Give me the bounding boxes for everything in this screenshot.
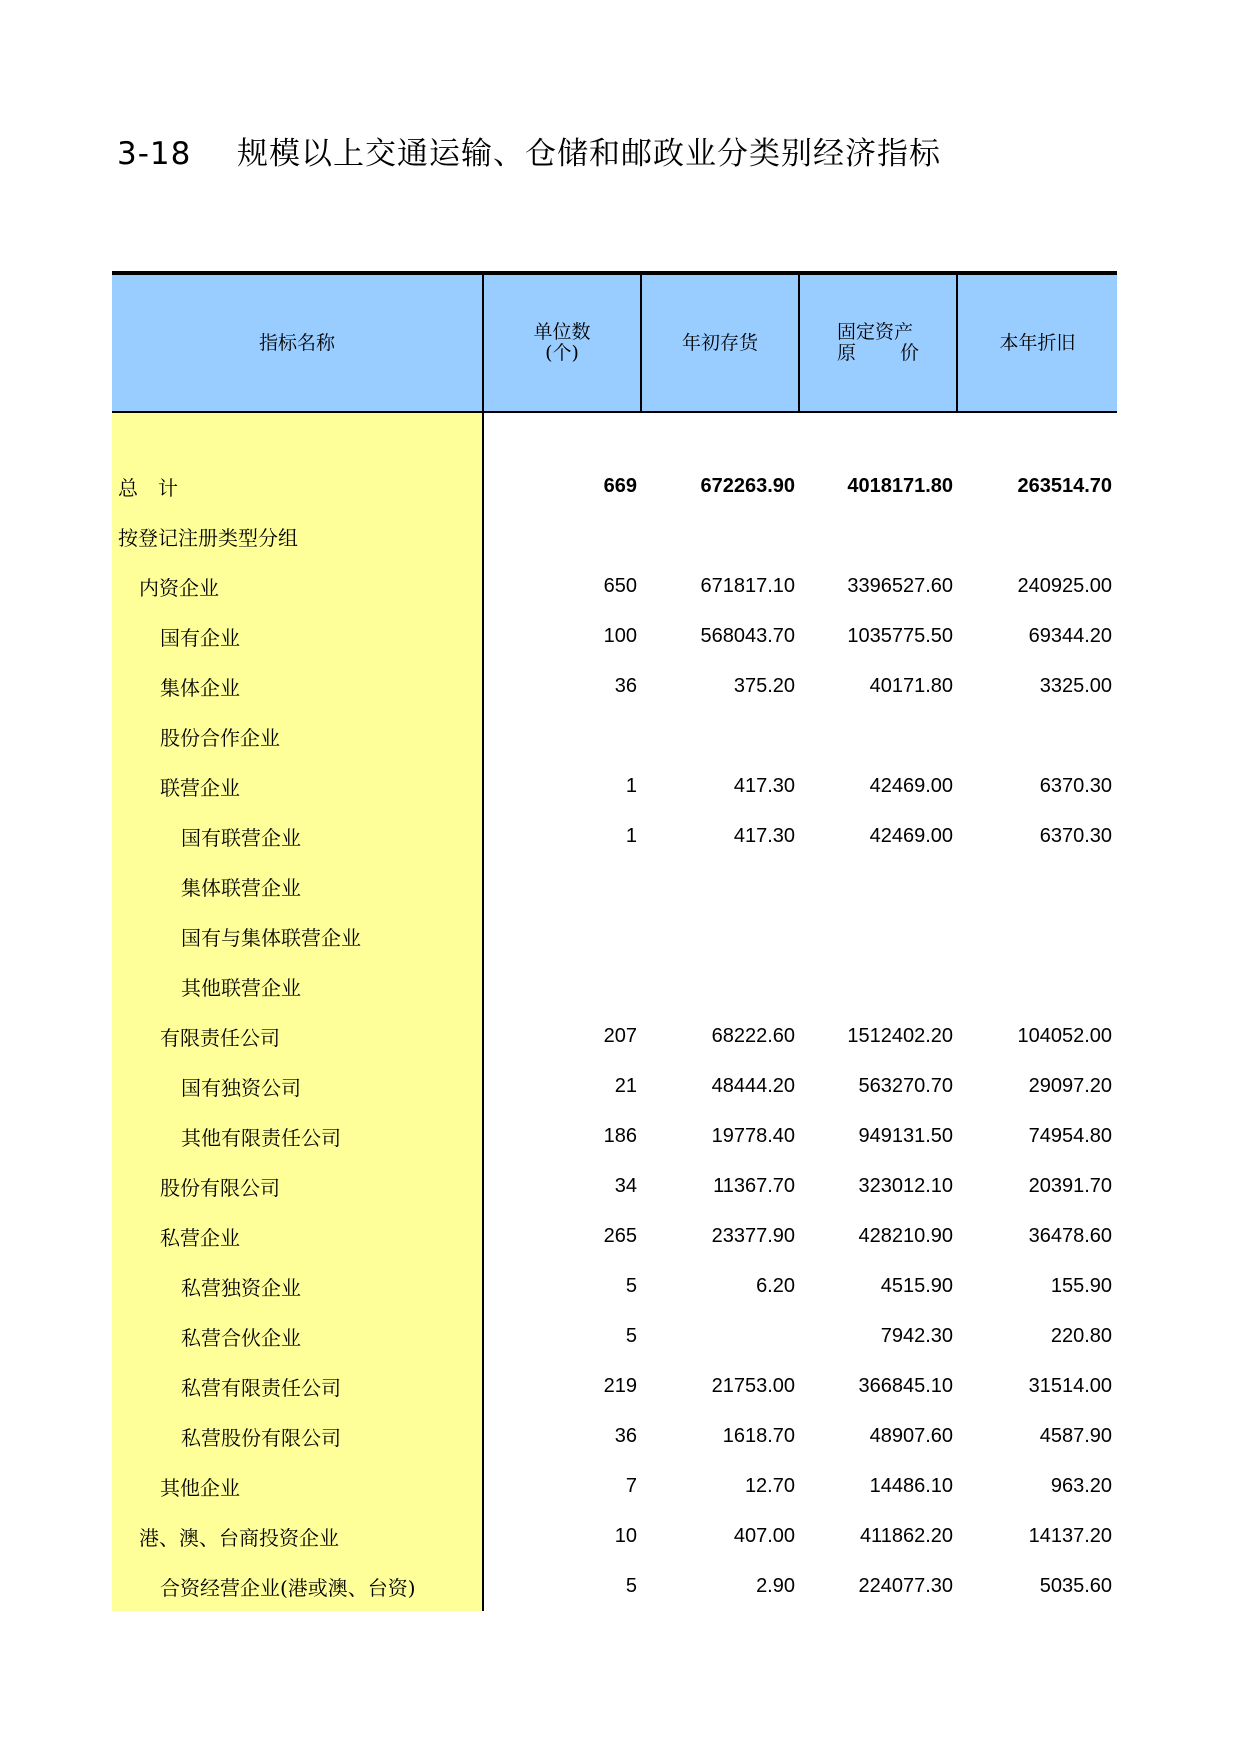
- cell-units: 265: [603, 1224, 637, 1247]
- table-row: [484, 811, 1117, 861]
- cell-fixed-assets: 428210.90: [858, 1224, 953, 1247]
- header-units-line1: 单位数: [533, 321, 591, 343]
- cell-fixed-assets: 40171.80: [869, 674, 953, 697]
- cell-units: 1: [625, 824, 637, 847]
- indicator-name-column: [112, 413, 484, 1611]
- cell-depreciation: 29097.20: [1028, 1074, 1112, 1097]
- cell-depreciation: 104052.00: [1017, 1024, 1112, 1047]
- statistics-table: [112, 271, 1117, 1611]
- table-row: [484, 1561, 1117, 1611]
- cell-inventory: 11367.70: [713, 1174, 795, 1197]
- total-label: [118, 472, 178, 501]
- cell-fixed-assets: 1512402.20: [847, 1024, 953, 1047]
- data-columns: [484, 413, 1117, 1611]
- cell-fixed-assets: 563270.70: [858, 1074, 953, 1097]
- cell-inventory: 568043.70: [700, 624, 795, 647]
- cell-fixed-assets: 3396527.60: [847, 574, 953, 597]
- row-name: 有限责任公司: [160, 1025, 280, 1050]
- table-row: [484, 1161, 1117, 1211]
- header-fixed-assets-line2-b: 价: [899, 342, 919, 364]
- row-name: 私营有限责任公司: [181, 1375, 341, 1400]
- cell-inventory: 12.70: [744, 1474, 795, 1497]
- cell-inventory: 6.20: [756, 1274, 795, 1297]
- cell-fixed-assets: 949131.50: [858, 1124, 953, 1147]
- cell-depreciation: 6370.30: [1039, 824, 1112, 847]
- table-row: [484, 911, 1117, 961]
- cell-inventory: 19778.40: [711, 1124, 795, 1147]
- cell-depreciation: 69344.20: [1028, 624, 1112, 647]
- table-row: [484, 1411, 1117, 1461]
- cell-fixed-assets: 14486.10: [869, 1474, 953, 1497]
- cell-inventory: 407.00: [733, 1524, 795, 1547]
- table-row: [484, 1211, 1117, 1261]
- cell-depreciation: 220.80: [1050, 1324, 1112, 1347]
- cell-units: 34: [614, 1174, 637, 1197]
- cell-fixed-assets: 7942.30: [880, 1324, 953, 1347]
- row-name: 私营合伙企业: [181, 1325, 301, 1350]
- header-units-line2: (个): [545, 342, 579, 364]
- table-row: [484, 1361, 1117, 1411]
- row-name: 国有独资公司: [181, 1075, 301, 1100]
- cell-units: 100: [603, 624, 637, 647]
- cell-depreciation: 3325.00: [1039, 674, 1112, 697]
- cell-inventory: 23377.90: [711, 1224, 795, 1247]
- cell-inventory: 417.30: [733, 774, 795, 797]
- table-number: 3-18: [117, 136, 192, 172]
- cell-units: 669: [603, 474, 637, 497]
- cell-units: 5: [625, 1274, 637, 1297]
- table-row: [484, 961, 1117, 1011]
- cell-depreciation: 240925.00: [1017, 574, 1112, 597]
- cell-fixed-assets: 48907.60: [869, 1424, 953, 1447]
- cell-fixed-assets: 366845.10: [858, 1374, 953, 1397]
- table-row: [484, 611, 1117, 661]
- cell-units: 36: [614, 674, 637, 697]
- cell-inventory: 671817.10: [700, 574, 795, 597]
- cell-fixed-assets: 4018171.80: [847, 474, 953, 497]
- cell-fixed-assets: 42469.00: [869, 824, 953, 847]
- table-row: [484, 1511, 1117, 1561]
- cell-inventory: 2.90: [756, 1574, 795, 1597]
- header-units: [484, 275, 642, 411]
- header-inventory-label: 年初存货: [681, 331, 758, 354]
- cell-depreciation: 4587.90: [1039, 1424, 1112, 1447]
- cell-fixed-assets: 411862.20: [859, 1524, 953, 1547]
- header-indicator-name: [112, 275, 484, 411]
- row-name: 私营企业: [160, 1225, 240, 1250]
- header-fixed-assets-line2: [837, 343, 919, 364]
- cell-depreciation: 263514.70: [1017, 474, 1112, 497]
- row-name: 国有与集体联营企业: [181, 925, 361, 950]
- cell-depreciation: 74954.80: [1028, 1124, 1112, 1147]
- table-row: [484, 511, 1117, 561]
- cell-units: 1: [625, 774, 637, 797]
- header-depreciation-label: 本年折旧: [999, 331, 1076, 354]
- cell-depreciation: 20391.70: [1028, 1174, 1112, 1197]
- cell-units: 219: [603, 1374, 637, 1397]
- row-name: 其他有限责任公司: [181, 1125, 341, 1150]
- header-depreciation: [958, 275, 1117, 411]
- cell-units: 36: [614, 1424, 637, 1447]
- header-fixed-assets: [800, 275, 958, 411]
- table-row-total: [484, 461, 1117, 511]
- total-label-b: 计: [158, 475, 178, 500]
- cell-units: 21: [614, 1074, 637, 1097]
- cell-fixed-assets: 224077.30: [858, 1574, 953, 1597]
- cell-units: 207: [603, 1024, 637, 1047]
- cell-fixed-assets: 42469.00: [869, 774, 953, 797]
- row-name: 其他联营企业: [181, 975, 301, 1000]
- table-row: [484, 1111, 1117, 1161]
- table-row: [484, 1461, 1117, 1511]
- cell-depreciation: 14137.20: [1028, 1524, 1112, 1547]
- cell-units: 10: [614, 1524, 637, 1547]
- row-name: 按登记注册类型分组: [118, 525, 298, 550]
- row-name: 私营独资企业: [181, 1275, 301, 1300]
- row-name: 集体联营企业: [181, 875, 301, 900]
- row-name: 联营企业: [160, 775, 240, 800]
- table-row: [484, 1061, 1117, 1111]
- cell-inventory: 68222.60: [711, 1024, 795, 1047]
- cell-units: 5: [625, 1574, 637, 1597]
- header-fixed-assets-line1: 固定资产: [837, 321, 914, 343]
- row-name: 港、澳、台商投资企业: [139, 1525, 339, 1550]
- row-name: 合资经营企业(港或澳、台资): [160, 1575, 416, 1600]
- cell-fixed-assets: 1035775.50: [847, 624, 953, 647]
- cell-inventory: 417.30: [733, 824, 795, 847]
- row-name: 集体企业: [160, 675, 240, 700]
- table-row: [484, 761, 1117, 811]
- cell-depreciation: 36478.60: [1028, 1224, 1112, 1247]
- cell-depreciation: 963.20: [1050, 1474, 1112, 1497]
- cell-inventory: 48444.20: [711, 1074, 795, 1097]
- page-title: [117, 128, 941, 173]
- table-body: [112, 413, 1117, 1611]
- header-indicator-name-label: 指标名称: [258, 331, 335, 354]
- cell-depreciation: 31514.00: [1028, 1374, 1112, 1397]
- cell-depreciation: 5035.60: [1039, 1574, 1112, 1597]
- cell-inventory: 375.20: [733, 674, 795, 697]
- table-row: [484, 561, 1117, 611]
- cell-fixed-assets: 323012.10: [858, 1174, 953, 1197]
- header-inventory: [642, 275, 800, 411]
- row-name: 国有企业: [160, 625, 240, 650]
- table-header: [112, 275, 1117, 413]
- row-name: 股份有限公司: [160, 1175, 280, 1200]
- cell-depreciation: 155.90: [1050, 1274, 1112, 1297]
- cell-units: 7: [625, 1474, 637, 1497]
- row-name: 股份合作企业: [160, 725, 280, 750]
- table-row: [484, 1311, 1117, 1361]
- cell-depreciation: 6370.30: [1039, 774, 1112, 797]
- table-row: [484, 711, 1117, 761]
- row-name: 私营股份有限公司: [181, 1425, 341, 1450]
- table-row: [484, 661, 1117, 711]
- cell-units: 186: [603, 1124, 637, 1147]
- row-name: 其他企业: [160, 1475, 240, 1500]
- cell-units: 5: [625, 1324, 637, 1347]
- row-name: [112, 461, 482, 511]
- total-label-a: 总: [118, 475, 138, 500]
- row-name: 国有联营企业: [181, 825, 301, 850]
- table-row: [484, 1261, 1117, 1311]
- cell-inventory: 21753.00: [711, 1374, 795, 1397]
- header-fixed-assets-line2-a: 原: [837, 342, 857, 364]
- cell-units: 650: [603, 574, 637, 597]
- table-row: [484, 861, 1117, 911]
- row-name: 内资企业: [139, 575, 219, 600]
- cell-inventory: 1618.70: [722, 1424, 795, 1447]
- cell-inventory: 672263.90: [700, 474, 795, 497]
- cell-fixed-assets: 4515.90: [880, 1274, 953, 1297]
- table-title: 规模以上交通运输、仓储和邮政业分类别经济指标: [237, 136, 941, 172]
- table-row: [484, 1011, 1117, 1061]
